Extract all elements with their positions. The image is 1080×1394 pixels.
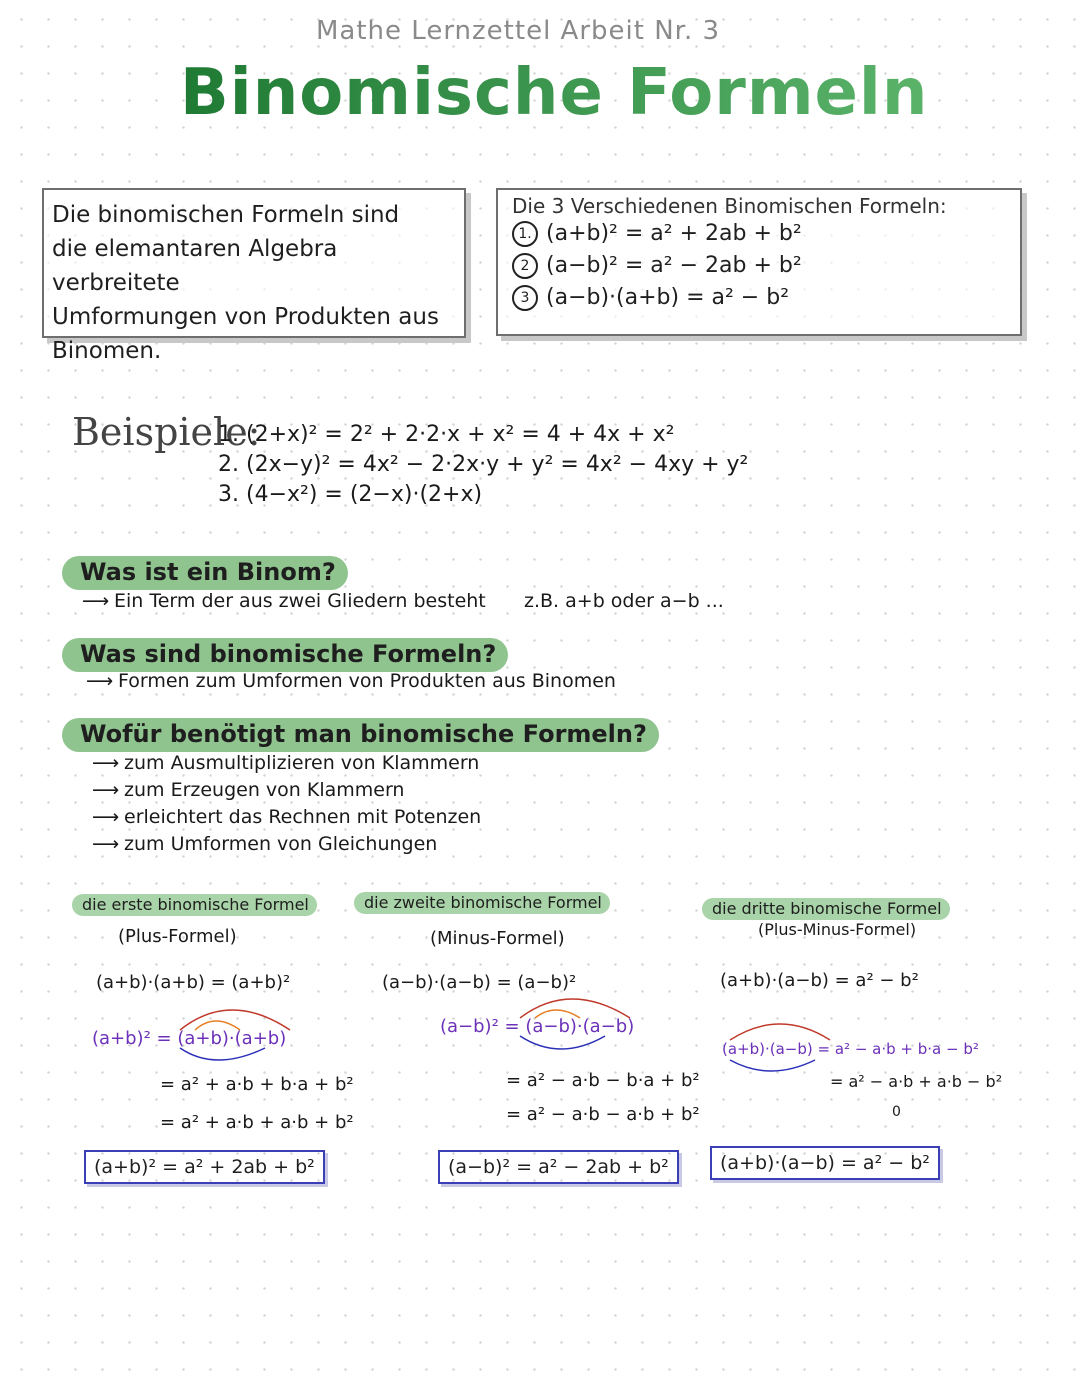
arc-col2-bottom	[520, 1036, 605, 1049]
arrow-icon: ⟶	[86, 670, 114, 692]
arc-col3-top	[730, 1024, 830, 1040]
arrow-icon: ⟶	[92, 752, 120, 774]
formula-number: 2	[512, 253, 538, 279]
col3-step1: = a² − a·b + a·b − b²	[830, 1072, 1003, 1091]
col3-line1: (a+b)·(a−b) = a² − b²	[720, 970, 919, 991]
beispiele-label: Beispiele:	[72, 410, 261, 454]
arrow-icon: ⟶	[92, 833, 120, 855]
page-subtitle: Mathe Lernzettel Arbeit Nr. 3	[316, 16, 721, 46]
formula-text: (a−b)·(a+b) = a² − b²	[546, 285, 790, 310]
col3-result: (a+b)·(a−b) = a² − b²	[710, 1146, 940, 1180]
arrow-icon: ⟶	[92, 806, 120, 828]
binom-question: Was ist ein Binom?	[62, 556, 348, 590]
wofuer-item-text: zum Ausmultiplizieren von Klammern	[124, 752, 480, 774]
col3-zero: 0	[892, 1104, 901, 1120]
arc-col1-mid	[195, 1021, 240, 1030]
col2-step2: = a² − a·b − a·b + b²	[506, 1104, 700, 1125]
col1-step2: = a² + a·b + a·b + b²	[160, 1112, 354, 1133]
example-1: 1. (2+x)² = 2² + 2·2·x + x² = 4 + 4x + x²	[218, 422, 675, 447]
col2-line1: (a−b)·(a−b) = (a−b)²	[382, 972, 577, 993]
definition-line: Binomen.	[52, 338, 162, 364]
page-title: Binomische Formeln	[180, 56, 929, 130]
col3-tag: die dritte binomische Formel	[702, 898, 950, 920]
formulas-heading: Die 3 Verschiedenen Binomischen Formeln:	[512, 194, 947, 218]
col1-tag: die erste binomische Formel	[72, 894, 317, 916]
definition-line: Die binomischen Formeln sind	[52, 202, 400, 228]
wofuer-item-text: erleichtert das Rechnen mit Potenzen	[124, 806, 482, 828]
col3-line2: (a+b)·(a−b) = a² − a·b + b·a − b²	[722, 1040, 979, 1058]
binom-example: z.B. a+b oder a−b ...	[524, 590, 724, 612]
definition-line: Umformungen von Produkten aus	[52, 304, 439, 330]
arc-col2-mid	[535, 1010, 580, 1018]
formula-number: 1.	[512, 221, 538, 247]
col1-result: (a+b)² = a² + 2ab + b²	[84, 1150, 325, 1184]
arc-col1-bottom	[180, 1048, 265, 1060]
formula-text: (a+b)² = a² + 2ab + b²	[546, 221, 802, 246]
arrow-icon: ⟶	[82, 590, 110, 612]
example-2: 2. (2x−y)² = 4x² − 2·2x·y + y² = 4x² − 4xy + y²	[218, 452, 749, 477]
definition-line: die elemantaren Algebra verbreitete	[52, 236, 338, 296]
example-3: 3. (4−x²) = (2−x)·(2+x)	[218, 482, 483, 507]
col3-subtitle: (Plus-Minus-Formel)	[758, 920, 917, 939]
col1-line1: (a+b)·(a+b) = (a+b)²	[96, 972, 291, 993]
formeln-question: Was sind binomische Formeln?	[62, 638, 508, 672]
wofuer-item-text: zum Umformen von Gleichungen	[124, 833, 438, 855]
arrow-icon: ⟶	[92, 779, 120, 801]
wofuer-item-text: zum Erzeugen von Klammern	[124, 779, 405, 801]
col2-tag: die zweite binomische Formel	[354, 892, 610, 914]
col1-subtitle: (Plus-Formel)	[118, 926, 237, 947]
arc-col3-bottom	[730, 1060, 815, 1071]
col1-step1: = a² + a·b + b·a + b²	[160, 1074, 354, 1095]
formula-text: (a−b)² = a² − 2ab + b²	[546, 253, 802, 278]
wofuer-question: Wofür benötigt man binomische Formeln?	[62, 718, 659, 752]
formula-number: 3	[512, 285, 538, 311]
col2-step1: = a² − a·b − b·a + b²	[506, 1070, 700, 1091]
binom-answer: Ein Term der aus zwei Gliedern besteht	[114, 590, 486, 612]
col1-line2: (a+b)² = (a+b)·(a+b)	[92, 1028, 287, 1049]
col2-subtitle: (Minus-Formel)	[430, 928, 565, 949]
col2-line2: (a−b)² = (a−b)·(a−b)	[440, 1016, 635, 1037]
formeln-answer: Formen zum Umformen von Produkten aus Binomen	[118, 670, 616, 692]
col2-result: (a−b)² = a² − 2ab + b²	[438, 1150, 679, 1184]
